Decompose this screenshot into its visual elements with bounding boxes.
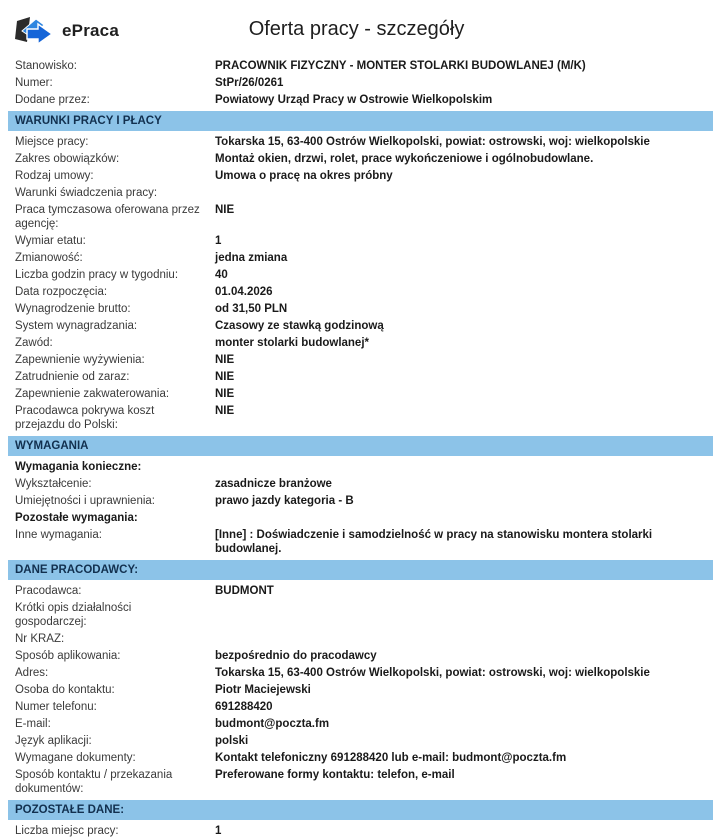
field-label: Zapewnienie wyżywienia: xyxy=(15,353,145,366)
section-header xyxy=(8,111,713,131)
epraca-logo-text: ePraca xyxy=(62,21,119,40)
detail-row xyxy=(0,351,713,368)
field-value: Czasowy ze stawką godzinową xyxy=(215,319,384,332)
detail-row xyxy=(0,184,713,201)
field-label: Nr KRAZ: xyxy=(15,632,65,645)
field-value: Piotr Maciejewski xyxy=(215,683,311,696)
detail-row xyxy=(0,334,713,351)
page-title: Oferta pracy - szczegóły xyxy=(248,18,465,40)
field-label: Wymagane dokumenty: xyxy=(15,751,136,764)
field-label: Inne wymagania: xyxy=(15,528,102,541)
field-label: Stanowisko: xyxy=(15,59,78,72)
field-label: Wymiar etatu: xyxy=(15,234,86,247)
field-label: Zatrudnienie od zaraz: xyxy=(15,370,130,383)
field-label: Numer: xyxy=(15,76,53,89)
detail-row xyxy=(0,681,713,698)
field-label: Krótki opis działalności gospodarczej: xyxy=(15,601,132,628)
detail-row xyxy=(0,732,713,749)
field-value: zasadnicze branżowe xyxy=(215,477,332,490)
field-label: Zapewnienie zakwaterowania: xyxy=(15,387,170,400)
field-label: Adres: xyxy=(15,666,49,679)
field-value: od 31,50 PLN xyxy=(215,302,288,315)
section-header-label: POZOSTAŁE DANE: xyxy=(15,804,125,816)
field-label: Miejsce pracy: xyxy=(15,135,89,148)
field-value: 40 xyxy=(215,268,228,281)
field-value: NIE xyxy=(215,387,235,400)
field-label: Sposób kontaktu / przekazania dokumentów: xyxy=(15,768,173,795)
field-value: Kontakt telefoniczny 691288420 lub e-mail: budmont@poczta.fm xyxy=(215,751,567,764)
field-label: Sposób aplikowania: xyxy=(15,649,121,662)
field-value: 01.04.2026 xyxy=(215,285,273,298)
detail-row xyxy=(0,582,713,599)
field-label: Warunki świadczenia pracy: xyxy=(15,186,158,199)
field-label: System wynagradzania: xyxy=(15,319,138,332)
field-value: Tokarska 15, 63-400 Ostrów Wielkopolski, powiat: ostrowski, woj: wielkopolskie xyxy=(215,135,650,148)
field-value: jedna zmiana xyxy=(215,251,288,264)
detail-row xyxy=(0,749,713,766)
field-value: NIE xyxy=(215,404,235,417)
detail-row xyxy=(0,822,713,839)
detail-row xyxy=(0,599,713,630)
detail-row xyxy=(0,630,713,647)
detail-row xyxy=(0,133,713,150)
field-value: Umowa o pracę na okres próbny xyxy=(215,169,393,182)
field-value: NIE xyxy=(215,353,235,366)
subsection-label: Wymagania konieczne: xyxy=(15,460,142,473)
detail-row xyxy=(0,698,713,715)
section-header xyxy=(8,800,713,820)
section-header-label: WARUNKI PRACY I PŁACY xyxy=(15,115,162,127)
field-label: Liczba godzin pracy w tygodniu: xyxy=(15,268,179,281)
field-label: Pracodawca pokrywa koszt przejazdu do Polski: xyxy=(15,404,155,431)
field-label: Zakres obowiązków: xyxy=(15,152,120,165)
detail-row xyxy=(0,664,713,681)
detail-row xyxy=(0,317,713,334)
field-value: polski xyxy=(215,734,249,747)
detail-row xyxy=(0,475,713,492)
detail-row xyxy=(0,300,713,317)
field-value: BUDMONT xyxy=(215,584,274,597)
detail-row xyxy=(0,766,713,797)
field-value: 691288420 xyxy=(215,700,273,713)
field-value: 1 xyxy=(215,824,222,837)
subsection-label: Pozostałe wymagania: xyxy=(15,511,138,524)
details-list xyxy=(0,57,713,839)
field-label: Numer telefonu: xyxy=(15,700,97,713)
section-header xyxy=(8,560,713,580)
field-value: NIE xyxy=(215,370,235,383)
field-value: bezpośrednio do pracodawcy xyxy=(215,649,377,662)
field-label: Dodane przez: xyxy=(15,93,90,106)
field-value: prawo jazdy kategoria - B xyxy=(215,494,354,507)
field-value: 1 xyxy=(215,234,222,247)
detail-row xyxy=(0,266,713,283)
detail-row xyxy=(0,526,713,557)
detail-row xyxy=(0,647,713,664)
field-label: Wykształcenie: xyxy=(15,477,92,490)
field-label: Zawód: xyxy=(15,336,53,349)
field-label: Język aplikacji: xyxy=(15,734,92,747)
field-value: Powiatowy Urząd Pracy w Ostrowie Wielkopolskim xyxy=(215,93,493,106)
detail-row xyxy=(0,385,713,402)
field-label: Osoba do kontaktu: xyxy=(15,683,115,696)
section-header xyxy=(8,436,713,456)
field-label: Zmianowość: xyxy=(15,251,83,264)
field-value: NIE xyxy=(215,203,235,216)
field-value: Preferowane formy kontaktu: telefon, e-mail xyxy=(215,768,455,781)
field-label: Umiejętności i uprawnienia: xyxy=(15,494,155,507)
detail-row xyxy=(0,715,713,732)
detail-row xyxy=(0,249,713,266)
detail-row xyxy=(0,91,713,108)
field-value: [Inne] : Doświadczenie i samodzielność w pracy na stanowisku montera stolarki budowlanej. xyxy=(215,528,653,555)
field-value: Montaż okien, drzwi, rolet, prace wykończeniowe i ogólnobudowlane. xyxy=(215,152,594,165)
section-header-label: WYMAGANIA xyxy=(15,440,89,452)
detail-row xyxy=(0,201,713,232)
field-label: Rodzaj umowy: xyxy=(15,169,94,182)
detail-row xyxy=(0,232,713,249)
field-label: Wynagrodzenie brutto: xyxy=(15,302,131,315)
detail-row xyxy=(0,57,713,74)
field-value: Tokarska 15, 63-400 Ostrów Wielkopolski, powiat: ostrowski, woj: wielkopolskie xyxy=(215,666,650,679)
detail-row xyxy=(0,402,713,433)
detail-row xyxy=(0,150,713,167)
section-header-label: DANE PRACODAWCY: xyxy=(15,564,139,576)
detail-row xyxy=(0,283,713,300)
detail-row xyxy=(0,368,713,385)
field-value: PRACOWNIK FIZYCZNY - MONTER STOLARKI BUDOWLANEJ (M/K) xyxy=(215,59,586,72)
field-label: E-mail: xyxy=(15,717,51,730)
detail-row xyxy=(0,492,713,509)
detail-row xyxy=(0,167,713,184)
field-value: StPr/26/0261 xyxy=(215,76,284,89)
field-label: Liczba miejsc pracy: xyxy=(15,824,119,837)
field-value: monter stolarki budowlanej* xyxy=(215,336,369,349)
page-header xyxy=(0,0,713,57)
field-value: budmont@poczta.fm xyxy=(215,717,330,730)
field-label: Pracodawca: xyxy=(15,584,82,597)
detail-row xyxy=(0,74,713,91)
field-label: Data rozpoczęcia: xyxy=(15,285,108,298)
field-label: Praca tymczasowa oferowana przez agencję: xyxy=(15,203,200,230)
